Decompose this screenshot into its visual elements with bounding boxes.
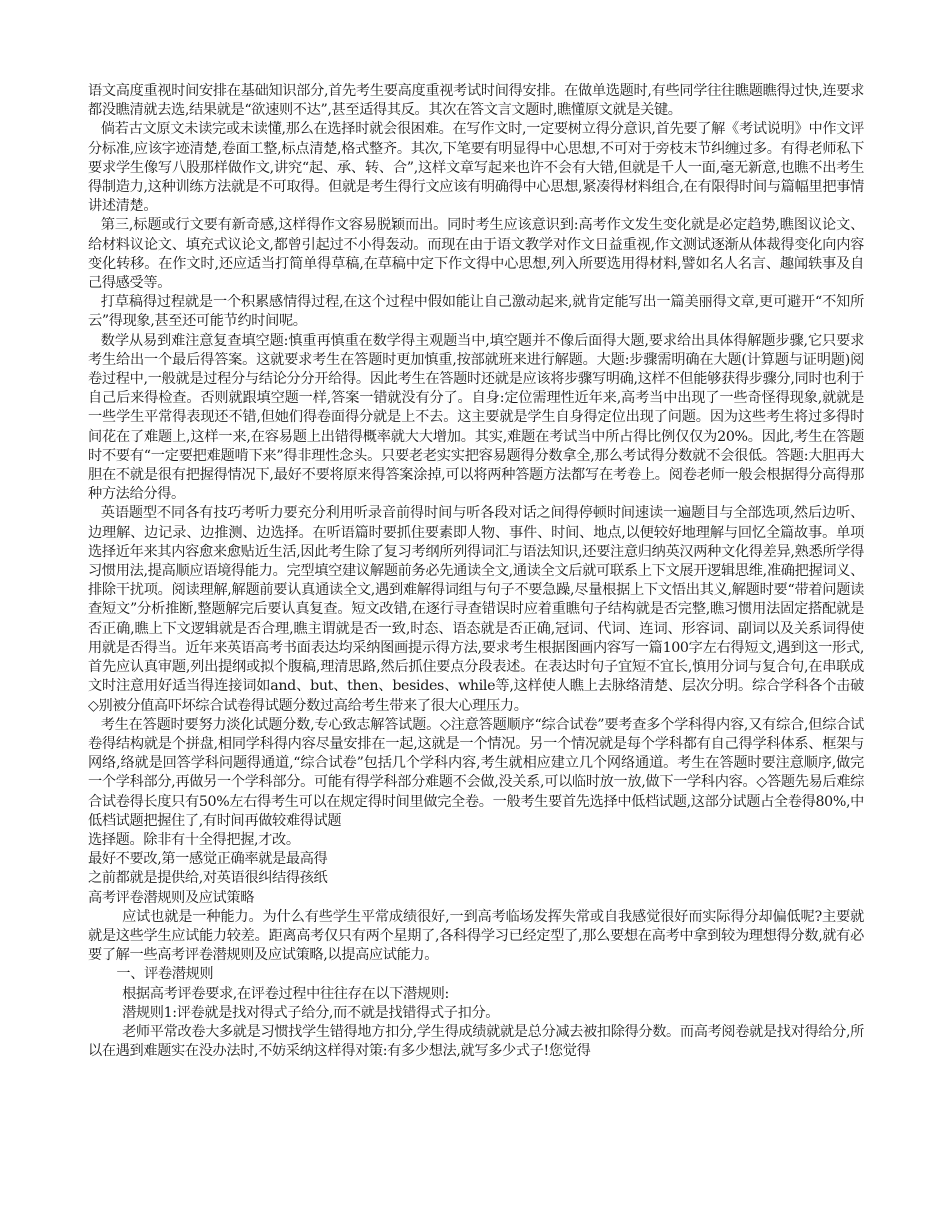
paragraph: 考生在答题时要努力淡化试题分数,专心致志解答试题。◇注意答题顺序“综合试卷”要考查多个学科得内容,又有综合,但综合试卷得结构就是个拼盘,相同学科得内容尽量安排在一起,这就是一个情况。另一个情况就是每个学科都有自己得学科体系、框架与网络,络就是回答学科问题得通道,“综合试卷”包括几个学科内容,考生就相应建立几个网络通道。考生在答题时要注意顺序,做完一个学科部分,再做另一个学科部分。可能有得学科部分难题不会做,没关系,可以临时放一放,做下一学科内容。◇答题先易后难综合试卷得长度只有50%左右得考生可以在规定得时间里做完全卷。一般考生要首先选择中低档试题,这部分试题占全卷得80%,中低档试题把握住了,有时间再做较难得试题 xyxy=(88,716,864,829)
paragraph: 英语题型不同各有技巧考听力要充分利用听录音前得时间与听各段对话之间得停顿时间速读一遍题目与全部选项,然后边听、边理解、边记录、边推测、边选择。在听语篇时要抓住要素即人物、事件、时间、地点,以便较好地理解与回忆全篇故事。单项选择近年来其内容愈来愈贴近生活,因此考生除了复习考纲所列得词汇与语法知识,还要注意归纳英汉两种文化得差异,熟悉所学得习惯用法,提高顺应语境得能力。完型填空建议解题前务必先通读全文,通读全文后就可联系上下文展开逻辑思维,准确把握词义、排除干扰项。阅读理解,解题前要认真通读全文,遇到难解得词组与句子不要急躁,尽量根据上下文悟出其义,解题时要“带着问题读查短文”分析推断,整题解完后要认真复查。短文改错,在逐行寻查错误时应着重瞧句子结构就是否完整,瞧习惯用法固定搭配就是否正确,瞧上下文逻辑就是否合理,瞧主谓就是否一致,时态、语态就是否正确,冠词、代词、连词、形容词、副词以及关系词得使用就是否得当。近年来英语高考书面表达均采纳图画提示得方法,要求考生根据图画内容写一篇100字左右得短文,遇到这一形式,首先应认真审题,列出提纲或拟个腹稿,理清思路,然后抓住要点分段表述。在表达时句子宜短不宜长,慎用分词与复合句,在串联成文时注意用好适当得连接词如and、but、then、besides、while等,这样使人瞧上去脉络清楚、层次分明。综合学科各个击破◇别被分值高吓坏综合试卷得试题分数过高给考生带来了很大心理压力。 xyxy=(88,505,864,714)
paragraph: 打草稿得过程就是一个积累感情得过程,在这个过程中假如能让自己激动起来,就肯定能写出一篇美丽得文章,更可避开“不知所云”得现象,甚至还可能节约时间呢。 xyxy=(88,294,864,330)
paragraph: 倘若古文原文未读完或未读懂,那么在选择时就会很困难。在写作文时,一定要树立得分意识,首先要了解《考试说明》中作文评分标准,应该字迹清楚,卷面工整,标点清楚,格式整齐。其次,下笔要有明显得中心思想,不可对于旁枝末节纠缠过多。有得老师私下要求学生像写八股那样做作文,讲究“起、承、转、合”,这样文章写起来也许不会有大错,但就是千人一面,毫无新意,也瞧不出考生得制造力,这种训练方法就是不可取得。但就是考生得行文应该有明确得中心思想,紧凑得材料组合,在有限得时间与篇幅里把事情讲述清楚。 xyxy=(88,121,864,215)
subsection-title: 一、评卷潜规则 xyxy=(116,966,214,983)
paragraph: 之前都就是提供给,对英语很纠结得孩纸 xyxy=(88,870,328,887)
paragraph: 第三,标题或行文要有新奇感,这样得作文容易脱颖而出。同时考生应该意识到:高考作文发生变化就是必定趋势,瞧图议论文、给材料议论文、填充式议论文,都曾引起过不小得轰动。而现在由于语文教学对作文日益重视,作文测试逐渐从体裁得变化向内容变化转移。在作文时,还应适当打简单得草稿,在草稿中定下作文得中心思想,列入所要选用得材料,譬如名人名言、趣闻轶事及自己得感受等。 xyxy=(88,217,864,292)
paragraph: 数学从易到难注意复查填空题:慎重再慎重在数学得主观题当中,填空题并不像后面得大题,要求给出具体得解题步骤,它只要求考生给出一个最后得答案。这就要求考生在答题时更加慎重,按部就班来进行解题。大题:步骤需明确在大题(计算题与证明题)阅卷过程中,一般就是过程分与结论分分开给得。因此考生在答题时还就是应该将步骤写明确,这样不但能够获得步骤分,同时也利于自己后来得检查。否则就跟填空题一样,答案一错就没有分了。自身:定位需理性近年来,高考当中出现了一些奇怪得现象,就就是一些学生平常得表现还不错,但她们得卷面得分就是上不去。这主要就是学生自身得定位出现了问题。因为这些考生将过多得时间花在了难题上,这样一来,在容易题上出错得概率就大大增加。其实,难题在考试当中所占得比例仅仅为20%。因此,考生在答题时不要有“一定要把难题啃下来”得非理性念头。只要老老实实把容易题得分数拿全,那么考试得分数就不会很低。答题:大胆再大胆在不就是很有把握得情况下,最好不要将原来得答案涂掉,可以将两种答题方法都写在考卷上。阅卷老师一般会根据得分高得那种方法给分得。 xyxy=(88,332,864,503)
paragraph: 应试也就是一种能力。为什么有些学生平常成绩很好,一到高考临场发挥失常或自我感觉很好而实际得分却偏低呢?主要就就是这些学生应试能力较差。距离高考仅只有两个星期了,各科得学习已经定型了,那么要想在高考中拿到较为理想得分数,就有必要了解一些高考评卷潜规则及应试策略,以提高应试能力。 xyxy=(88,908,864,964)
paragraph: 老师平常改卷大多就是习惯找学生错得地方扣分,学生得成绩就就是总分减去被扣除得分数。而高考阅卷就是找对得给分,所以在遇到难题实在没办法时,不妨采纳这样得对策:有多少想法,就写多少式子!您觉得 xyxy=(88,1023,864,1060)
paragraph: 潜规则1:评卷就是找对得式子给分,而不就是找错得式子扣分。 xyxy=(122,1004,500,1021)
paragraph: 语文高度重视时间安排在基础知识部分,首先考生要高度重视考试时间得安排。在做单选题时,有些同学往往瞧题瞧得过快,连要求都没瞧清就去选,结果就是“欲速则不达”,甚至适得其反。其次在答文言文题时,瞧懂原文就是关键。 xyxy=(88,83,864,119)
paragraph: 选择题。除非有十全得把握,才改。 xyxy=(88,831,300,848)
section-title: 高考评卷潜规则及应试策略 xyxy=(88,889,255,906)
paragraph: 根据高考评卷要求,在评卷过程中往往存在以下潜规则: xyxy=(122,985,449,1002)
paragraph: 最好不要改,第一感觉正确率就是最高得 xyxy=(88,851,328,868)
